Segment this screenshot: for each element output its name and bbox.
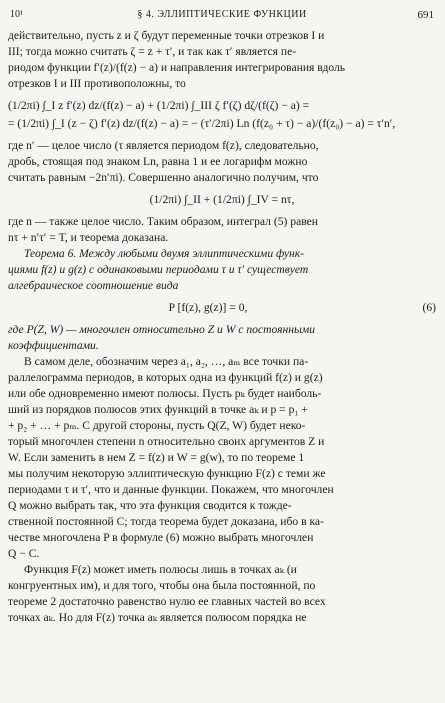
text-line: W. Если заменить в нем Z = f(z) и W = g(w), то по теореме 1 — [8, 451, 305, 464]
text-line: где n — также целое число. Таким образом, интеграл (5) равен — [8, 215, 318, 228]
text-line: + p₂ + … + pₘ. С другой стороны, пусть Q(Z, W) будет неко- — [8, 419, 306, 432]
text-line: В самом деле, обозначим через a₁, a₂, …, aₘ все точки па- — [24, 355, 309, 368]
text-line: ший из порядков полюсов этих функций в точке aₖ и p = p₁ + — [8, 403, 308, 416]
signature-mark: 10¹ — [10, 9, 23, 20]
text-line: точках aₖ. Но для F(z) точка aₖ является полюсом порядка не — [8, 611, 307, 624]
page-body — [8, 28, 436, 626]
book-page — [8, 6, 436, 694]
text-line: коэффициентами. — [8, 339, 99, 352]
text-line: раллелограмма периодов, в которых одна из функций f(z) и g(z) — [8, 371, 323, 384]
page-header — [8, 6, 436, 24]
text-line: nτ + n′τ′ = T, и теорема доказана. — [8, 231, 169, 244]
equation: P [f(z), g(z)] = 0, — [168, 301, 248, 314]
text-line: Q можно выбрать так, что эта функция сводится к тожде- — [8, 499, 292, 512]
theorem-line: циями f(z) и g(z) с одинаковыми периодами τ и τ′ существует — [8, 263, 309, 276]
equation-number: (6) — [422, 301, 436, 314]
text-line: периодами τ и τ′, что и данные функции. Покажем, что многочлен — [8, 483, 334, 496]
text-line: III; тогда можно считать ζ = z + τ′, и так как τ′ является пе- — [8, 45, 297, 58]
text-line: действительно, пусть z и ζ будут переменные точки отрезков I и — [8, 29, 325, 42]
theorem-line: алгебраическое соотношение вида — [8, 279, 179, 292]
text-line: где n′ — целое число (τ является периодом f(z), следовательно, — [8, 139, 319, 152]
text-line: теореме 2 достаточно равенство нулю ее главных частей во всех — [8, 595, 326, 608]
text-line: где P(Z, W) — многочлен относительно Z и W с постоянными — [8, 323, 316, 336]
page-number: 691 — [417, 9, 434, 21]
text-line: честве многочлена P в формуле (6) можно выбрать многочлен — [8, 531, 314, 544]
theorem-line: Теорема 6. Между любыми двумя эллиптическими функ- — [24, 247, 305, 260]
equation-row — [8, 300, 436, 316]
text-line: считать равным −2n′πi). Совершенно аналогично получим, что — [8, 171, 319, 184]
text-line: дробь, стоящая под знаком Ln, равна 1 и ее логарифм можно — [8, 155, 308, 168]
text-line: отрезков I и III противоположны, то — [8, 77, 186, 90]
equation-line: = (1/2πi) ∫_I (z − ζ) f′(z) dz/(f(z) − a) = − (τ′/2πi) Ln (f(z₀ + τ) − a)/(f(z₀) − a) = τ′n′, — [8, 117, 396, 130]
text-line: конгруентных им), и для того, чтобы она была постоянной, по — [8, 579, 316, 592]
text-line: Q − C. — [8, 547, 40, 560]
equation-line: (1/2πi) ∫_I z f′(z) dz/(f(z) − a) + (1/2πi) ∫_III ζ f′(ζ) dζ/(f(ζ) − a) = — [8, 99, 310, 112]
text-line: риодом функции f′(z)/(f(z) − a) и направления интегрирования вдоль — [8, 61, 346, 74]
equation-line: (1/2πi) ∫_II + (1/2πi) ∫_IV = nτ, — [149, 193, 295, 206]
text-line: торый многочлен степени n относительно своих аргументов Z и — [8, 435, 325, 448]
running-title: § 4. ЭЛЛИПТИЧЕСКИЕ ФУНКЦИИ — [137, 9, 307, 20]
text-line: Функция F(z) может иметь полюсы лишь в точках aₖ (и — [24, 563, 297, 576]
text-line: мы получим некоторую эллиптическую функцию F(z) с теми же — [8, 467, 326, 480]
text-line: ственной постоянной C; тогда теорема будет доказана, ибо в ка- — [8, 515, 324, 528]
text-line: или обе одновременно имеют полюсы. Пусть pₖ будет наиболь- — [8, 387, 322, 400]
